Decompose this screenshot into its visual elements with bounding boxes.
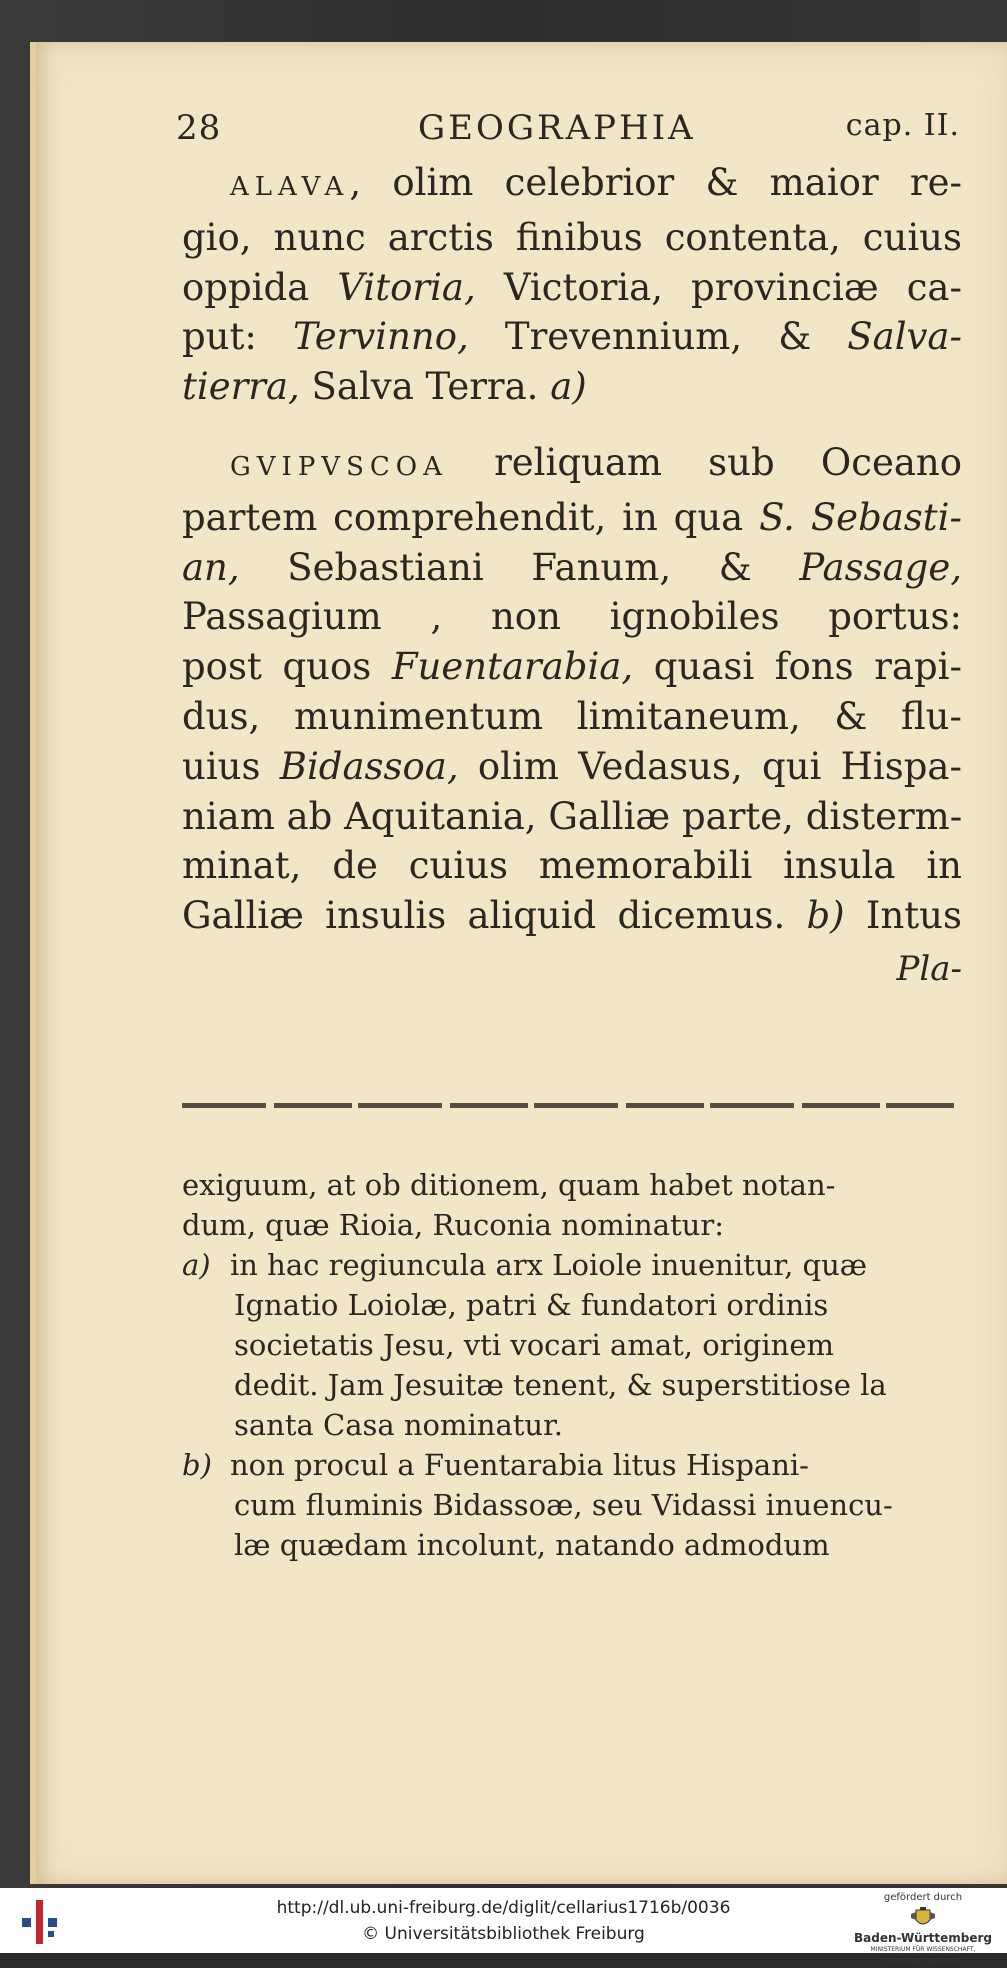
note-line: læ quædam incolunt, natando admodum [234, 1528, 830, 1562]
sponsor-ministry: MINISTERIUM FÜR WISSENSCHAFT, FORSCHUNG UND KUNST [870, 1946, 976, 1965]
main-text [182, 158, 962, 995]
footnote-marker-b: b) [182, 1448, 212, 1482]
viewer-footer [0, 1888, 1007, 1965]
chapter-label: cap. II. [845, 108, 960, 143]
note-line: societatis Jesu, vti vocari amat, originem [234, 1328, 834, 1362]
text-line: put: Tervinno, Trevennium, & Salva- [182, 315, 962, 359]
sponsor-label: gefördert durch [883, 1892, 963, 1903]
text-line: niam ab Aquitania, Galliæ parte, disterm- [182, 794, 963, 838]
main-column [176, 108, 963, 995]
text-line: post quos Fuentarabia, quasi fons rapi- [182, 645, 962, 689]
coat-of-arms-icon [908, 1906, 938, 1930]
note-line: a) in hac regiuncula arx Loiole inuenitur, quæ [182, 1245, 962, 1285]
footnote-marker-a: a) [182, 1248, 211, 1282]
text-line: oppida Vitoria, Victoria, provinciæ ca- [182, 265, 962, 309]
catchword: Pla- [896, 948, 962, 989]
text-line: partem comprehendit, in qua S. Sebasti- [182, 495, 962, 539]
text-line: dus, munimentum limitaneum, & flu- [182, 694, 962, 738]
text-line: Galliæ insulis aliquid dicemus. b) Intus [182, 894, 962, 938]
footnote-separator-rule [182, 1103, 954, 1108]
note-line: b) non procul a Fuentarabia litus Hispani- [182, 1445, 962, 1485]
footnotes [182, 1165, 962, 1565]
text-line: GVIPVSCOA reliquam sub Oceano [230, 440, 962, 484]
sponsor-state: Baden-Württemberg [853, 1931, 992, 1945]
running-title: GEOGRAPHIA [418, 108, 696, 148]
note-line: santa Casa nominatur. [234, 1408, 563, 1442]
text-line: ALAVA, olim celebrior & maior re- [230, 161, 962, 204]
note-line: exiguum, at ob ditionem, quam habet notan- [182, 1168, 836, 1202]
sponsor-block [853, 1892, 993, 1968]
page-number: 28 [176, 108, 222, 148]
note-line: dum, quæ Rioia, Ruconia nominatur: [182, 1208, 724, 1242]
page-header [176, 108, 962, 152]
text-line: tierra, Salva Terra. a) [182, 365, 587, 409]
text-line: minat, de cuius memorabili insula in [182, 844, 962, 888]
text-line: an, Sebastiani Fanum, & Passage, [182, 545, 962, 589]
text-line: uius Bidassoa, olim Vedasus, qui Hispa- [182, 744, 962, 788]
text-line: Passagium , non ignobiles portus: [182, 595, 962, 639]
permalink-url[interactable]: http://dl.ub.uni-freiburg.de/diglit/cellarius1716b/0036 [276, 1898, 731, 1918]
note-line: cum fluminis Bidassoæ, seu Vidassi inuencu- [234, 1488, 893, 1522]
text-line: gio, nunc arctis finibus contenta, cuius [182, 215, 962, 259]
copyright-notice: © Universitätsbibliothek Freiburg [362, 1924, 645, 1944]
note-line: dedit. Jam Jesuitæ tenent, & superstitiose la [234, 1368, 887, 1402]
note-line: Ignatio Loiolæ, patri & fundatori ordinis [234, 1288, 829, 1322]
